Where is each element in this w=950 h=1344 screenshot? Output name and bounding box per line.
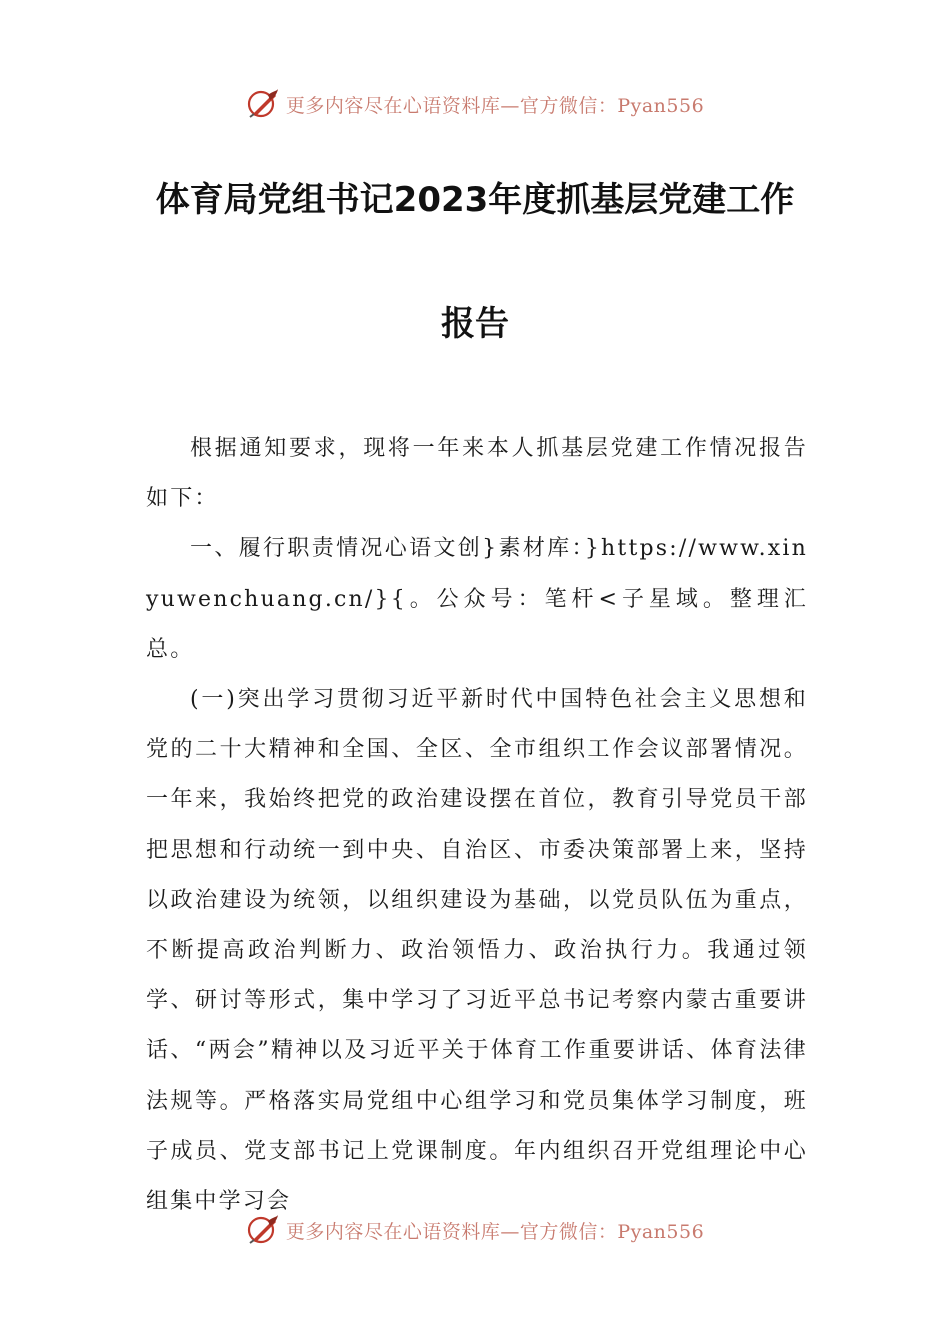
- paragraph-section-heading: 一、履行职责情况心语文创}素材库：}https://www.xinyuwenchuang.cn/}{。公众号：笔杆<子星域。整理汇总。: [146, 536, 808, 662]
- paragraph-study-report: (一)突出学习贯彻习近平新时代中国特色社会主义思想和党的二十大精神和全国、全区、全市组织工作会议部署情况。一年来，我始终把党的政治建设摆在首位，教育引导党员干部把思想和行动统一到中央、自治区、市委决策部署上来，坚持以政治建设为统领，以组织建设为基础，以党员队伍为重点，不断提高政治判断力、政治领悟力、政治执行力。我通过领学、研讨等形式，集中学习了习近平总书记考察内蒙古重要讲话、“两会”精神以及习近平关于体育工作重要讲话、体育法律法规等。严格落实局党组中心组学习和党员集体学习制度，班子成员、党支部书记上党课制度。年内组织召开党组理论中心组集中学习会: [146, 687, 808, 1215]
- footer-banner: [0, 1210, 950, 1250]
- header-banner: [0, 84, 950, 124]
- document-title-line-2: 报告: [441, 304, 509, 344]
- document-title-line-1: 体育局党组书记2023年度抓基层党建工作: [155, 180, 795, 220]
- quill-pen-icon: [246, 87, 280, 121]
- document-body: [146, 424, 808, 1227]
- paragraph-intro: 根据通知要求，现将一年来本人抓基层党建工作情况报告如下：: [146, 436, 808, 512]
- quill-pen-icon: [246, 1213, 280, 1247]
- header-banner-text: 更多内容尽在心语资料库—官方微信：Pyan556: [285, 94, 705, 117]
- footer-banner-text: 更多内容尽在心语资料库—官方微信：Pyan556: [285, 1220, 705, 1243]
